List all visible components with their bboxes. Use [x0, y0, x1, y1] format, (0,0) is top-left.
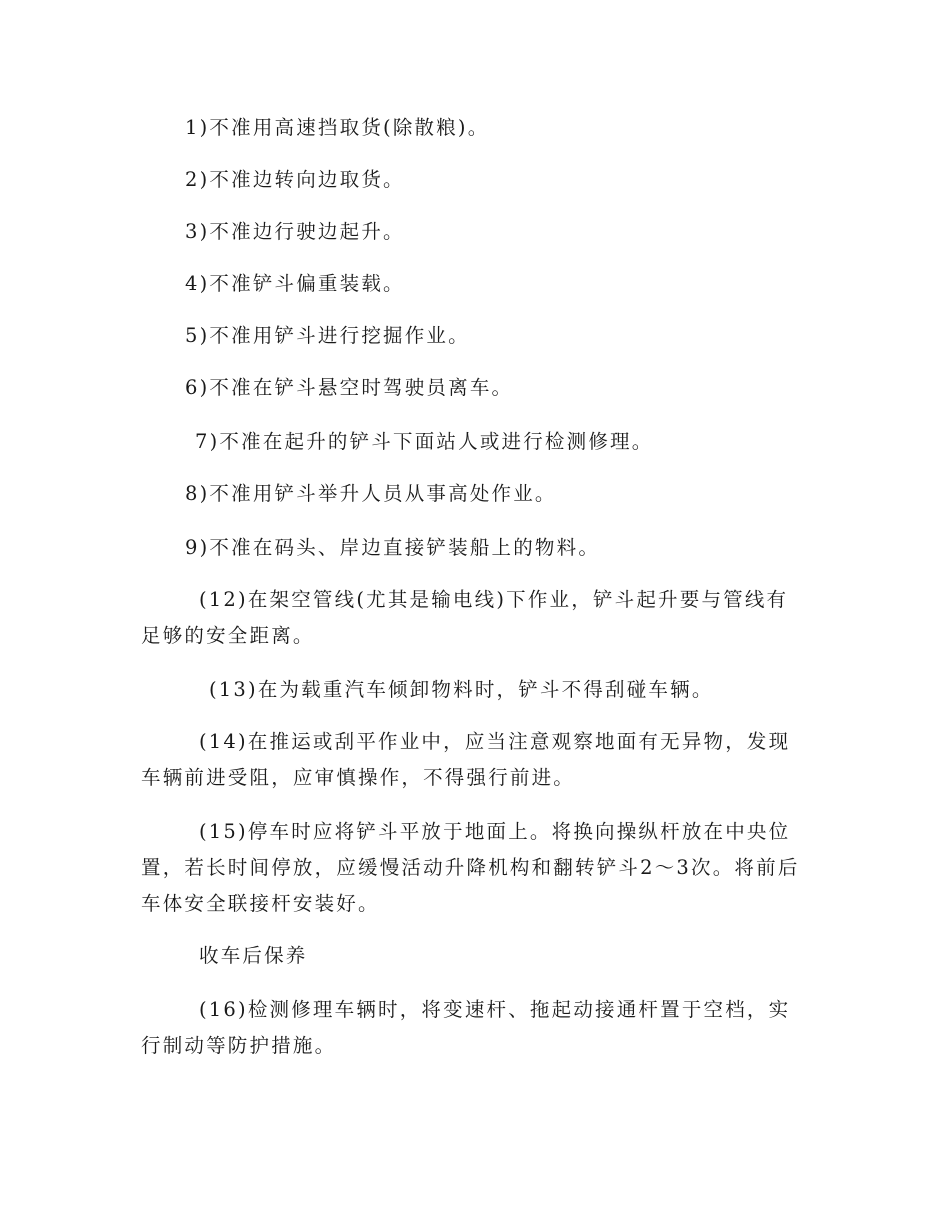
paragraph-rule-9: 9)不准在码头、岸边直接铲装船上的物料。 [185, 536, 601, 559]
paragraph-rule-5: 5)不准用铲斗进行挖掘作业。 [185, 324, 470, 347]
paragraph-rule-4: 4)不准铲斗偏重装载。 [185, 272, 405, 295]
paragraph-rule-3: 3)不准边行驶边起升。 [185, 220, 405, 243]
paragraph-rule-6: 6)不准在铲斗悬空时驾驶员离车。 [185, 376, 514, 399]
paragraph-item-12: (12)在架空管线(尤其是输电线)下作业，铲斗起升要与管线有足够的安全距离。 [141, 588, 789, 647]
paragraph-rule-7: 7)不准在起升的铲斗下面站人或进行检测修理。 [195, 430, 654, 453]
paragraph-item-14: (14)在推运或刮平作业中，应当注意观察地面有无异物，发现车辆前进受阻，应审慎操作，不得强行前进。 [141, 730, 791, 789]
paragraph-rule-2: 2)不准边转向边取货。 [185, 168, 405, 191]
paragraph-rule-8: 8)不准用铲斗举升人员从事高处作业。 [185, 482, 557, 505]
paragraph-item-15: (15)停车时应将铲斗平放于地面上。将换向操纵杆放在中央位置，若长时间停放，应缓慢活动升降机构和翻转铲斗2～3次。将前后车体安全联接杆安装好。 [141, 820, 800, 915]
paragraph-item-16: (16)检测修理车辆时，将变速杆、拖起动接通杆置于空档，实行制动等防护措施。 [141, 998, 791, 1057]
section-heading-post-shift-maintenance: 收车后保养 [199, 944, 308, 967]
paragraph-item-13: (13)在为载重汽车倾卸物料时，铲斗不得刮碰车辆。 [209, 678, 714, 701]
paragraph-rule-1: 1)不准用高速挡取货(除散粮)。 [185, 116, 490, 139]
